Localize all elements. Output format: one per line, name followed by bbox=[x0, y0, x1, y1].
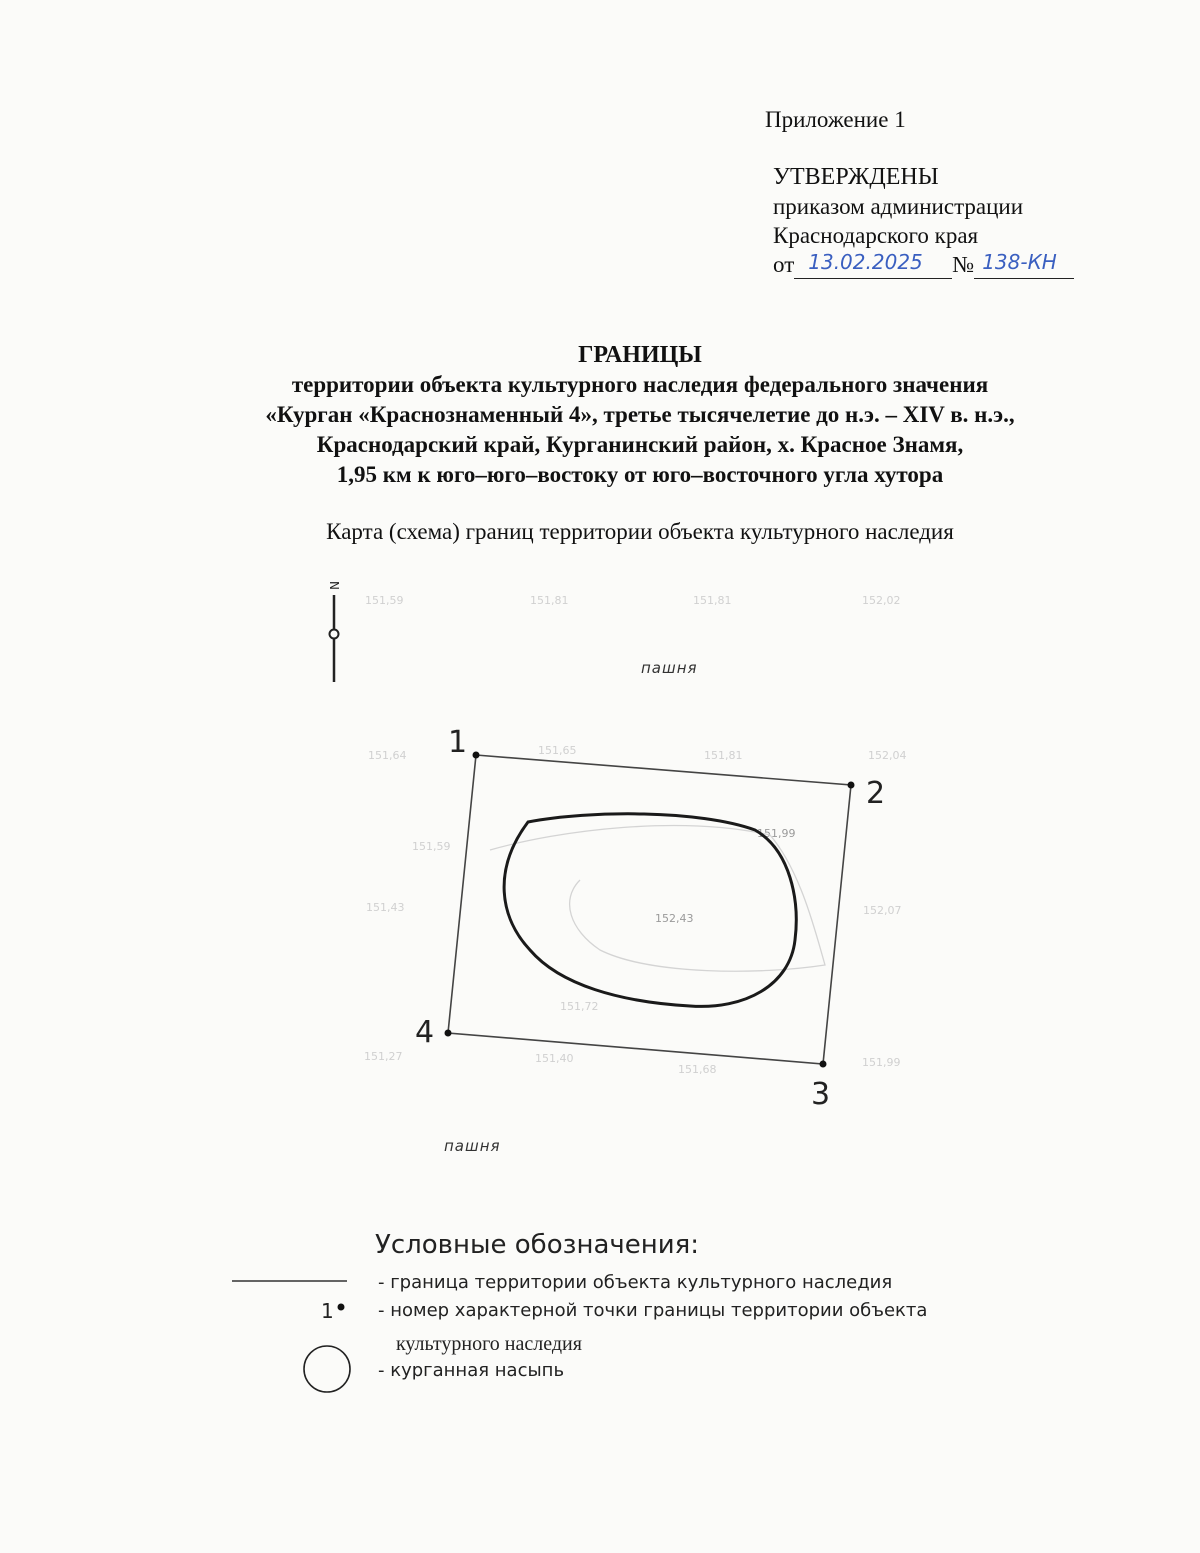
boundary-point-3 bbox=[820, 1061, 827, 1068]
legend-mound-sample bbox=[304, 1346, 350, 1392]
elevation-label: 151,59 bbox=[365, 594, 404, 607]
heading-line-4: 1,95 км к юго–юго–востоку от юго–восточного угла хутора bbox=[336, 462, 944, 487]
north-arrow-icon bbox=[327, 581, 341, 682]
elevation-labels bbox=[364, 594, 907, 1076]
point-number-1: 1 bbox=[448, 725, 468, 760]
elevation-label: 151,81 bbox=[693, 594, 732, 607]
land-use-label-top: пашня bbox=[641, 659, 698, 677]
boundary-point-4 bbox=[445, 1030, 452, 1037]
heading-title: ГРАНИЦЫ bbox=[578, 342, 702, 368]
elevation-label: 151,99 bbox=[757, 827, 796, 840]
legend-item-boundary: - граница территории объекта культурного наследия bbox=[378, 1272, 893, 1293]
map-caption: Карта (схема) границ территории объекта культурного наследия bbox=[326, 519, 954, 544]
approval-line-1: приказом администрации bbox=[773, 194, 1024, 219]
elevation-label: 152,07 bbox=[863, 904, 902, 917]
heading-line-1: территории объекта культурного наследия федерального значения bbox=[291, 372, 989, 397]
appendix-label: Приложение 1 bbox=[765, 107, 906, 132]
elevation-label: 152,43 bbox=[655, 912, 694, 925]
date-prefix: от bbox=[773, 252, 795, 277]
elevation-label: 152,04 bbox=[868, 749, 907, 762]
point-number-2: 2 bbox=[866, 776, 886, 811]
legend-title: Условные обозначения: bbox=[375, 1230, 700, 1260]
elevation-label: 151,65 bbox=[538, 744, 577, 757]
legend-item-point: - номер характерной точки границы территории объекта bbox=[378, 1300, 928, 1321]
boundary-points bbox=[415, 725, 885, 1112]
legend-point-dot bbox=[338, 1304, 345, 1311]
approval-line-2: Краснодарского края bbox=[773, 223, 979, 248]
point-number-4: 4 bbox=[415, 1015, 435, 1050]
legend-point-number: 1 bbox=[321, 1299, 334, 1323]
elevation-label: 151,64 bbox=[368, 749, 407, 762]
elevation-label: 151,72 bbox=[560, 1000, 599, 1013]
elevation-label: 151,59 bbox=[412, 840, 451, 853]
point-number-3: 3 bbox=[811, 1077, 831, 1112]
north-label: N bbox=[327, 581, 341, 590]
number-handwritten: 138-КН bbox=[982, 250, 1057, 274]
boundary-point-1 bbox=[473, 752, 480, 759]
kurgan-mound-outline bbox=[504, 814, 796, 1007]
elevation-label: 151,68 bbox=[678, 1063, 717, 1076]
heading-line-2: «Курган «Краснознаменный 4», третье тысячелетие до н.э. – XIV в. н.э., bbox=[265, 402, 1015, 427]
elevation-label: 151,81 bbox=[704, 749, 743, 762]
elevation-label: 151,43 bbox=[366, 901, 405, 914]
land-use-label-bottom: пашня bbox=[444, 1137, 501, 1155]
boundary-point-2 bbox=[848, 782, 855, 789]
number-prefix: № bbox=[952, 252, 975, 277]
legend-item-mound: - курганная насыпь bbox=[378, 1360, 565, 1381]
elevation-label: 152,02 bbox=[862, 594, 901, 607]
elevation-label: 151,99 bbox=[862, 1056, 901, 1069]
heading-line-3: Краснодарский край, Курганинский район, х. Красное Знамя, bbox=[316, 432, 964, 457]
approval-title: УТВЕРЖДЕНЫ bbox=[773, 164, 939, 190]
date-handwritten: 13.02.2025 bbox=[808, 250, 923, 274]
elevation-label: 151,40 bbox=[535, 1052, 574, 1065]
elevation-label: 151,27 bbox=[364, 1050, 403, 1063]
elevation-label: 151,81 bbox=[530, 594, 569, 607]
legend-item-point-cont: культурного наследия bbox=[396, 1333, 582, 1355]
